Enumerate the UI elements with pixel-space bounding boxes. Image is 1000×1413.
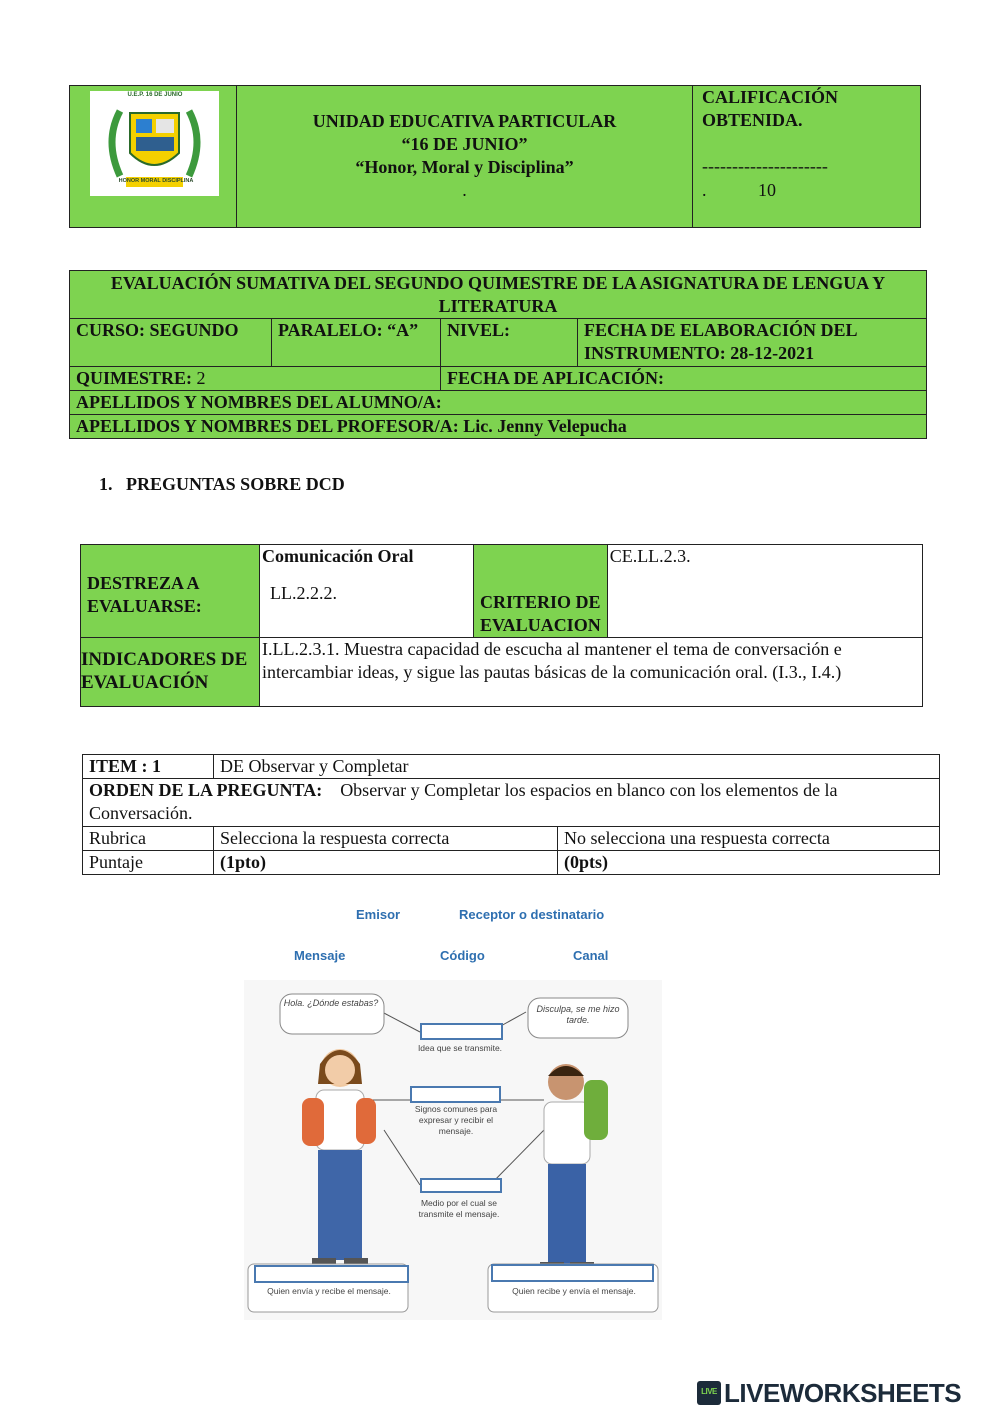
school-name <box>237 110 692 202</box>
item-label: ITEM : 1 <box>83 755 214 779</box>
grade-label: CALIFICACIÓN OBTENIDA. <box>702 87 839 130</box>
school-motto: “Honor, Moral y Disciplina” <box>355 157 574 177</box>
word-receptor[interactable]: Receptor o destinatario <box>459 907 605 922</box>
curso-cell: CURSO: SEGUNDO <box>70 319 272 367</box>
desc-code: Signos comunes para expresar y recibir el mensaje. <box>414 1104 498 1136</box>
orden-cell <box>83 779 940 827</box>
puntaje-no: (0pts) <box>558 851 940 875</box>
brand-name: LIVEWORKSHEETS <box>724 1378 962 1408</box>
word-codigo[interactable]: Código <box>440 948 485 963</box>
grade-value: 10 <box>758 180 776 200</box>
section-title: 1. PREGUNTAS SOBRE DCD <box>99 474 345 494</box>
grade-dot: . <box>702 180 707 200</box>
answer-box-receiver[interactable] <box>491 1264 654 1282</box>
destreza-label: DESTREZA A EVALUARSE: <box>81 545 260 638</box>
brand-badge-text: LIVE <box>701 1387 717 1396</box>
evaluation-title: EVALUACIÓN SUMATIVA DEL SEGUNDO QUIMESTRE DE LA ASIGNATURA DE LENGUA Y LITERATURA <box>70 271 927 319</box>
nivel-cell: NIVEL: <box>441 319 578 367</box>
quimestre-cell <box>70 367 441 391</box>
fecha-aplicacion-cell: FECHA DE APLICACIÓN: <box>441 367 927 391</box>
paralelo-cell: PARALELO: “A” <box>272 319 441 367</box>
word-canal[interactable]: Canal <box>573 948 609 963</box>
rubrica-label: Rubrica <box>83 827 214 851</box>
orden-text: Observar y Completar los espacios en blanco con los elementos de la Conversación. <box>89 780 838 823</box>
quimestre-value: 2 <box>196 368 206 388</box>
indicadores-text: I.LL.2.3.1. Muestra capacidad de escucha al mantener el tema de conversación e intercambiar ideas, y sigue las pautas básicas de la comunicación oral. (I.3., I.4.) <box>260 638 923 707</box>
grade-dashes: --------------------- <box>702 156 828 176</box>
criterio-code: CE.LL.2.3. <box>607 545 922 638</box>
desc-sender: Quien envía y recibe el mensaje. <box>267 1286 391 1296</box>
desc-receiver: Quien recibe y envía el mensaje. <box>512 1286 636 1296</box>
criterio-label: CRITERIO DE EVALUACION <box>474 545 608 638</box>
header-divider-right <box>692 85 693 228</box>
word-emisor[interactable]: Emisor <box>356 907 401 922</box>
indicadores-label: INDICADORES DE EVALUACIÓN <box>81 638 260 707</box>
alumno-cell: APELLIDOS Y NOMBRES DEL ALUMNO/A: <box>70 391 927 415</box>
dcd-table <box>80 544 923 707</box>
destreza-code: LL.2.2.2. <box>270 583 337 603</box>
item-table <box>82 754 940 875</box>
destreza-area: Comunicación Oral <box>262 546 414 566</box>
puntaje-label: Puntaje <box>83 851 214 875</box>
bubble-right-text: Disculpa, se me hizo tarde. <box>536 1004 620 1025</box>
rubrica-no: No selecciona una respuesta correcta <box>558 827 940 851</box>
orden-label: ORDEN DE LA PREGUNTA: <box>89 780 323 800</box>
destreza-cell <box>260 545 474 638</box>
profesor-cell: APELLIDOS Y NOMBRES DEL PROFESOR/A: Lic. Jenny Velepucha <box>70 415 927 439</box>
answer-box-sender[interactable] <box>254 1265 409 1283</box>
answer-box-channel[interactable] <box>420 1178 502 1193</box>
answer-box-message[interactable] <box>420 1023 503 1040</box>
quimestre-label: QUIMESTRE: <box>76 368 193 388</box>
answer-box-code[interactable] <box>410 1086 501 1103</box>
fecha-elaboracion-cell: FECHA DE ELABORACIÓN DEL INSTRUMENTO: 28-12-2021 <box>578 319 927 367</box>
logo-top-text: U.E.P. 16 DE JUNIO <box>127 92 183 98</box>
rubrica-yes: Selecciona la respuesta correcta <box>214 827 558 851</box>
desc-message: Idea que se transmite. <box>417 1043 503 1053</box>
header-dot: . <box>462 180 467 200</box>
puntaje-yes: (1pto) <box>214 851 558 875</box>
desc-channel: Medio por el cual se transmite el mensaje. <box>418 1198 500 1219</box>
logo-bottom-text: HONOR MORAL DISCIPLINA <box>118 178 194 184</box>
word-mensaje[interactable]: Mensaje <box>294 948 346 963</box>
school-name-line1: UNIDAD EDUCATIVA PARTICULAR <box>312 111 617 131</box>
evaluation-info-table <box>69 270 927 439</box>
brand-logo <box>697 1378 995 1408</box>
bubble-left-text: Hola. ¿Dónde estabas? <box>283 998 379 1008</box>
item-title: DE Observar y Completar <box>214 755 940 779</box>
school-name-line2: “16 DE JUNIO” <box>401 134 528 154</box>
